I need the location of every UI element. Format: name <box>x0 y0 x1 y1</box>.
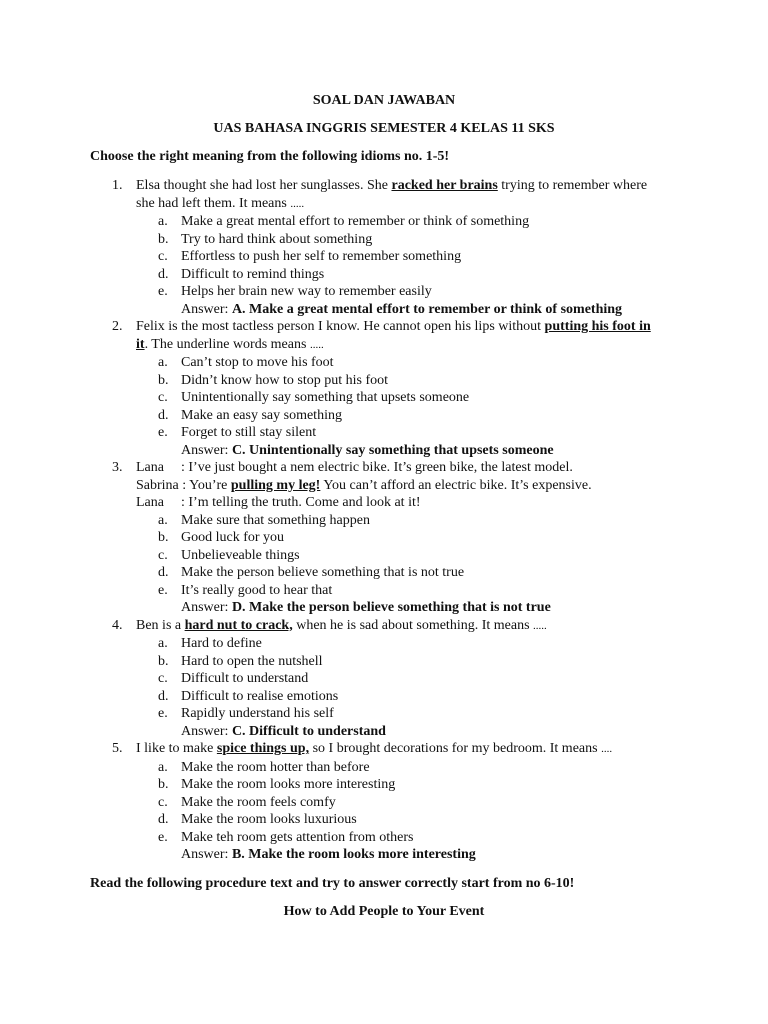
speaker-name: Lana <box>136 495 164 510</box>
option-letter: e. <box>158 829 168 845</box>
option-text: Make the room looks luxurious <box>181 812 357 827</box>
option-text: Can’t stop to move his foot <box>181 355 334 370</box>
dialogue-line-3 <box>0 494 768 512</box>
option-text: Make an easy say something <box>181 407 342 423</box>
option-a <box>0 213 768 231</box>
dialogue-text: : I’m telling the truth. Come and look at it! <box>181 495 421 510</box>
question-text: Elsa thought she had lost her sunglasses. She <box>136 178 392 193</box>
option-a <box>0 512 768 530</box>
document-subtitle: UAS BAHASA INGGRIS SEMESTER 4 KELAS 11 SKS <box>213 121 555 136</box>
question-number: 1. <box>112 178 123 193</box>
option-e <box>0 705 768 723</box>
option-d <box>0 688 768 706</box>
option-text: Make the room feels comfy <box>181 794 336 810</box>
option-b <box>0 231 768 249</box>
answer-text: B. Make the room looks more interesting <box>231 847 476 862</box>
answer-line <box>0 723 768 741</box>
option-text: Difficult to understand <box>181 671 309 686</box>
option-letter: a. <box>158 759 168 775</box>
idiom-phrase: putting his foot in it <box>136 319 651 352</box>
option-e <box>0 582 768 600</box>
option-b <box>0 372 768 390</box>
question-4-text <box>0 617 666 636</box>
dialogue-line-1 <box>0 459 768 477</box>
option-d <box>0 407 768 425</box>
answer-label: Answer: <box>181 600 232 615</box>
question-text: I like to make <box>136 741 217 756</box>
option-text: It’s really good to hear that <box>181 582 333 598</box>
option-e <box>0 424 768 442</box>
option-c <box>0 389 768 407</box>
option-b <box>0 529 768 547</box>
ellipsis: ..... <box>309 338 324 351</box>
option-letter: a. <box>158 636 168 651</box>
option-letter: a. <box>158 214 168 229</box>
question-4 <box>0 617 768 741</box>
option-text: Try to hard think about something <box>181 231 373 247</box>
answer-line <box>0 846 768 864</box>
dialogue-text: : You’re <box>178 477 231 493</box>
answer-label: Answer: <box>181 847 232 862</box>
option-text: Rapidly understand his self <box>181 706 334 721</box>
question-number: 4. <box>112 617 123 633</box>
option-letter: e. <box>158 582 168 598</box>
section2-instruction: Read the following procedure text and try to answer correctly start from no 6-10! <box>90 876 575 891</box>
option-text: Difficult to realise emotions <box>181 688 339 704</box>
speaker-name: Sabrina <box>136 477 179 493</box>
option-a <box>0 635 768 653</box>
question-text: . The underline words means <box>144 336 310 352</box>
question-2 <box>0 318 768 459</box>
option-letter: d. <box>158 266 169 282</box>
question-number: 3. <box>112 460 123 475</box>
option-text: Unintentionally say something that upsets someone <box>181 390 470 405</box>
answer-text: A. Make a great mental effort to remember or think of something <box>231 301 623 317</box>
option-letter: c. <box>158 671 168 686</box>
ellipsis: .... <box>601 743 613 755</box>
option-text: Difficult to remind things <box>181 266 325 282</box>
dialogue-text: : I’ve just bought a nem electric bike. It’s green bike, the latest model. <box>181 460 573 475</box>
answer-label: Answer: <box>181 301 232 317</box>
document-title: SOAL DAN JAWABAN <box>312 93 456 108</box>
option-c <box>0 794 768 812</box>
idiom-phrase: hard nut to crack, <box>184 617 293 633</box>
question-text: so I brought decorations for my bedroom. It means <box>309 741 602 756</box>
option-text: Make sure that something happen <box>181 512 370 528</box>
dialogue-text: You can’t afford an electric bike. It’s expensive. <box>320 477 592 493</box>
option-letter: e. <box>158 706 168 721</box>
option-letter: d. <box>158 688 169 704</box>
option-letter: b. <box>158 372 169 388</box>
option-text: Make the room looks more interesting <box>181 777 396 792</box>
option-letter: c. <box>158 390 168 405</box>
answer-line <box>0 301 768 319</box>
question-text: Ben is a <box>136 617 185 633</box>
option-text: Hard to open the nutshell <box>181 653 323 669</box>
option-letter: b. <box>158 231 169 247</box>
option-text: Didn’t know how to stop put his foot <box>181 372 389 388</box>
option-c <box>0 248 768 266</box>
idiom-phrase: pulling my leg! <box>230 477 321 493</box>
option-c <box>0 670 768 688</box>
option-letter: a. <box>158 512 168 528</box>
question-5 <box>0 740 768 864</box>
option-text: Make the person believe something that is not true <box>181 565 465 580</box>
option-e <box>0 829 768 847</box>
dialogue-line-2 <box>0 477 768 495</box>
option-text: Make a great mental effort to remember or think of something <box>181 214 530 229</box>
option-letter: c. <box>158 794 168 810</box>
option-letter: d. <box>158 565 169 580</box>
speaker-name: Lana <box>136 460 164 475</box>
option-letter: b. <box>158 653 169 669</box>
option-a <box>0 354 768 372</box>
question-list <box>0 177 768 864</box>
option-b <box>0 776 768 794</box>
option-d <box>0 266 768 284</box>
ellipsis: ..... <box>533 619 547 632</box>
question-text: Felix is the most tactless person I know. He cannot open his lips without <box>136 319 545 334</box>
option-letter: a. <box>158 355 168 370</box>
option-d <box>0 564 768 582</box>
idiom-phrase: racked her brains <box>391 178 498 193</box>
option-text: Effortless to push her self to remember something <box>181 249 462 264</box>
procedure-text-title: How to Add People to Your Event <box>283 904 485 919</box>
question-text: when he is sad about something. It means <box>292 617 534 633</box>
option-text: Make teh room gets attention from others <box>181 829 414 845</box>
question-1 <box>0 177 768 318</box>
question-1-text <box>0 177 666 213</box>
answer-label: Answer: <box>181 723 232 739</box>
ellipsis: ..... <box>290 197 305 210</box>
answer-text: C. Unintentionally say something that upsets someone <box>231 442 554 458</box>
option-letter: b. <box>158 777 169 792</box>
answer-text: C. Difficult to understand <box>231 723 386 739</box>
option-text: Good luck for you <box>181 530 285 545</box>
option-letter: e. <box>158 284 168 299</box>
option-letter: c. <box>158 249 168 264</box>
option-letter: e. <box>158 425 168 440</box>
option-text: Forget to still stay silent <box>181 425 317 440</box>
option-letter: d. <box>158 407 169 423</box>
option-b <box>0 653 768 671</box>
section1-instruction: Choose the right meaning from the following idioms no. 1-5! <box>90 149 450 164</box>
option-c <box>0 547 768 565</box>
option-e <box>0 283 768 301</box>
option-text: Hard to define <box>181 636 262 651</box>
option-d <box>0 811 768 829</box>
answer-line <box>0 442 768 460</box>
question-5-text <box>0 740 696 759</box>
question-number: 5. <box>112 741 123 756</box>
question-number: 2. <box>112 319 123 334</box>
option-text: Helps her brain new way to remember easily <box>181 284 432 299</box>
option-letter: b. <box>158 530 169 545</box>
answer-label: Answer: <box>181 442 232 458</box>
answer-line <box>0 599 768 617</box>
option-letter: d. <box>158 812 169 827</box>
option-text: Make the room hotter than before <box>181 759 370 775</box>
option-a <box>0 759 768 777</box>
option-letter: c. <box>158 547 168 563</box>
answer-text: D. Make the person believe something that is not true <box>231 600 551 615</box>
option-text: Unbelieveable things <box>181 547 300 563</box>
idiom-phrase: spice things up, <box>216 741 310 756</box>
question-3 <box>0 459 768 617</box>
question-text: trying to remember where she had left them. It means <box>136 178 648 211</box>
question-2-text <box>0 318 666 354</box>
